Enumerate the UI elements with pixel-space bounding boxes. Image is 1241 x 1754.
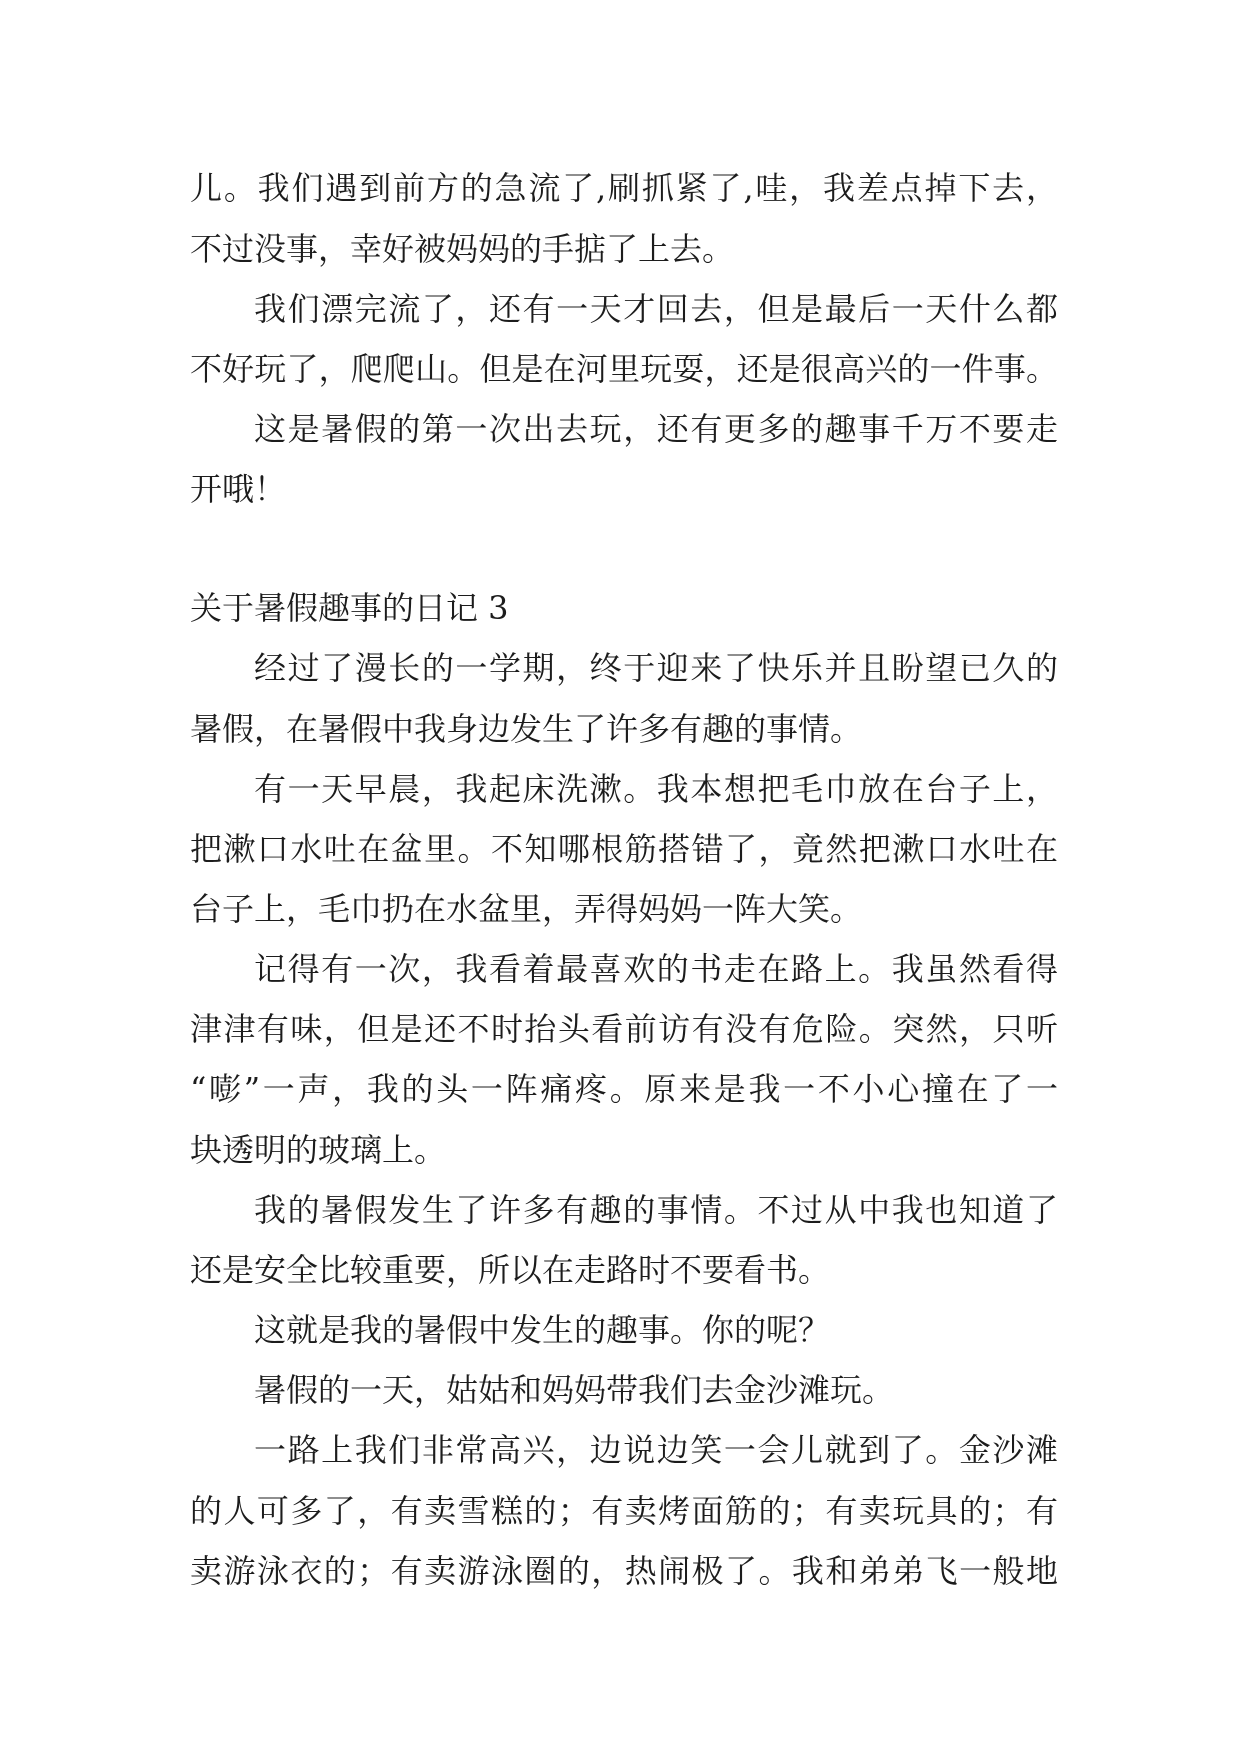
- text-line: 块透明的玻璃上。: [190, 1131, 447, 1169]
- text-line: 不过没事，幸好被妈妈的手掂了上去。: [190, 230, 735, 268]
- text-line: 的人可多了，有卖雪糕的；有卖烤面筋的；有卖玩具的；有: [190, 1492, 1058, 1530]
- text-line: 不好玩了，爬爬山。但是在河里玩耍，还是很高兴的一件事。: [190, 350, 1058, 388]
- paragraph-start-line: 一路上我们非常高兴，边说边笑一会儿就到了。金沙滩: [254, 1431, 1058, 1469]
- paragraph-start-line: 我们漂完流了，还有一天才回去，但是最后一天什么都: [254, 290, 1058, 328]
- text-line: 儿。我们遇到前方的急流了,刷抓紧了,哇，我差点掉下去，: [190, 169, 1058, 207]
- paragraph-start-line: 记得有一次，我看着最喜欢的书走在路上。我虽然看得: [254, 950, 1058, 988]
- paragraph-start-line: 这就是我的暑假中发生的趣事。你的呢？: [254, 1311, 831, 1349]
- text-line: 把漱口水吐在盆里。不知哪根筋搭错了，竟然把漱口水吐在: [190, 830, 1058, 868]
- text-line: 开哦！: [190, 470, 287, 508]
- text-line: 津津有味，但是还不时抬头看前访有没有危险。突然，只听: [190, 1010, 1058, 1048]
- text-line: 暑假，在暑假中我身边发生了许多有趣的事情。: [190, 710, 863, 748]
- text-line: “嘭”一声，我的头一阵痛疼。原来是我一不小心撞在了一: [190, 1070, 1058, 1108]
- text-line: 台子上，毛巾扔在水盆里，弄得妈妈一阵大笑。: [190, 890, 863, 928]
- paragraph-start-line: 我的暑假发生了许多有趣的事情。不过从中我也知道了: [254, 1191, 1058, 1229]
- text-line: 卖游泳衣的；有卖游泳圈的，热闹极了。我和弟弟飞一般地: [190, 1552, 1058, 1590]
- paragraph-start-line: 有一天早晨，我起床洗漱。我本想把毛巾放在台子上，: [254, 770, 1058, 808]
- paragraph-start-line: 暑假的一天，姑姑和妈妈带我们去金沙滩玩。: [254, 1371, 895, 1409]
- paragraph-start-line: 这是暑假的第一次出去玩，还有更多的趣事千万不要走: [254, 410, 1058, 448]
- section-heading: 关于暑假趣事的日记 3: [190, 589, 509, 627]
- text-line: 还是安全比较重要，所以在走路时不要看书。: [190, 1251, 831, 1289]
- paragraph-start-line: 经过了漫长的一学期，终于迎来了快乐并且盼望已久的: [254, 649, 1058, 687]
